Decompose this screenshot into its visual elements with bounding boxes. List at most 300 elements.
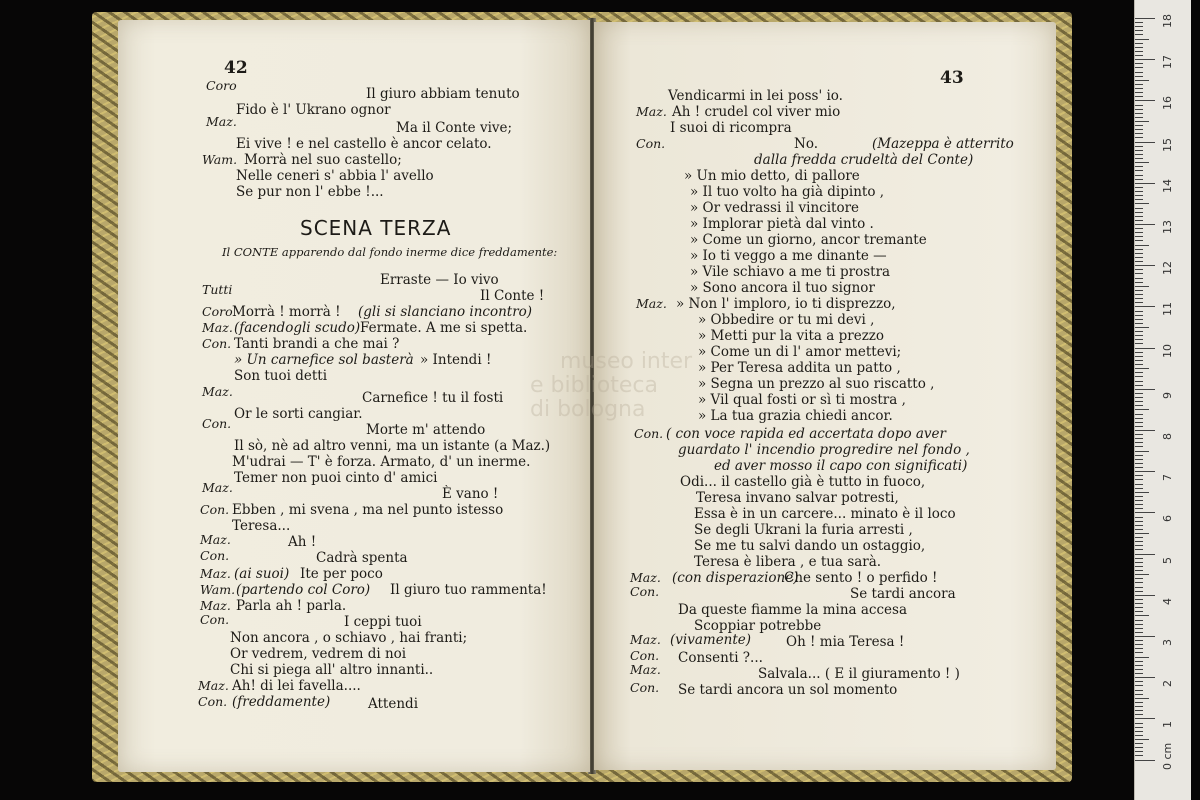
text-line: » Per Teresa addita un patto ,	[698, 360, 901, 376]
ruler-minor-tick	[1135, 665, 1143, 666]
ruler-minor-tick	[1135, 376, 1143, 377]
ruler-label: 14	[1161, 178, 1174, 193]
speaker-label: Maz.	[202, 384, 233, 399]
text-line: Erraste — Io vivo	[380, 272, 499, 288]
text-line: Se tardi ancora un sol momento	[678, 682, 898, 698]
ruler-minor-tick	[1135, 39, 1149, 40]
ruler-minor-tick	[1135, 129, 1143, 130]
ruler-minor-tick	[1135, 562, 1143, 563]
ruler-major-tick	[1135, 183, 1155, 184]
ruler-minor-tick	[1135, 479, 1143, 480]
ruler-minor-tick	[1135, 51, 1143, 52]
speaker-label: Coro	[202, 304, 233, 319]
speaker-label: Maz.	[636, 296, 667, 311]
ruler-major-tick	[1135, 430, 1155, 431]
ruler-label: 10	[1161, 343, 1174, 358]
ruler-minor-tick	[1135, 587, 1143, 588]
speaker-label: Con.	[200, 502, 230, 517]
text-line: Chi si piega all' altro innanti..	[230, 662, 434, 678]
text-line: Ei vive ! e nel castello è ancor celato.	[236, 136, 492, 152]
text-line: Salvala... ( E il giuramento ! )	[758, 666, 960, 682]
ruler-minor-tick	[1135, 751, 1143, 752]
ruler-label: 1	[1161, 721, 1174, 729]
ruler-minor-tick	[1135, 208, 1143, 209]
ruler-label: 17	[1161, 55, 1174, 70]
ruler-minor-tick	[1135, 558, 1143, 559]
ruler-major-tick	[1135, 306, 1155, 307]
ruler-minor-tick	[1135, 249, 1143, 250]
ruler-minor-tick	[1135, 352, 1143, 353]
text-line: » Non l' imploro, io ti disprezzo,	[676, 296, 896, 312]
ruler-label: 8	[1161, 433, 1174, 440]
ruler-minor-tick	[1135, 446, 1143, 447]
text-line: » Implorar pietà dal vinto .	[690, 216, 874, 232]
ruler-minor-tick	[1135, 690, 1143, 691]
ruler-minor-tick	[1135, 315, 1143, 316]
ruler-minor-tick	[1135, 591, 1143, 592]
text-line: » Il tuo volto ha già dipinto ,	[690, 184, 885, 200]
text-line: Teresa invano salvar potresti,	[696, 490, 899, 506]
speaker-label: Maz.	[630, 662, 661, 677]
text-line: Teresa è libera , e tua sarà.	[694, 554, 882, 570]
speaker-label: Con.	[198, 694, 228, 709]
text-line: I suoi di ricompra	[670, 120, 792, 136]
ruler-minor-tick	[1135, 615, 1149, 616]
watermark-line: museo inter	[560, 349, 693, 374]
ruler-minor-tick	[1135, 525, 1143, 526]
ruler-minor-tick	[1135, 578, 1143, 579]
ruler-minor-tick	[1135, 541, 1143, 542]
ruler-major-tick	[1135, 595, 1155, 596]
ruler-minor-tick	[1135, 236, 1143, 237]
ruler-minor-tick	[1135, 755, 1143, 756]
ruler-minor-tick	[1135, 30, 1143, 31]
ruler-label: 15	[1161, 137, 1174, 152]
ruler-minor-tick	[1135, 22, 1143, 23]
ruler-minor-tick	[1135, 467, 1143, 468]
ruler-minor-tick	[1135, 492, 1149, 493]
ruler-minor-tick	[1135, 723, 1143, 724]
ruler-minor-tick	[1135, 582, 1143, 583]
speaker-label: Con.	[200, 612, 230, 627]
text-line: Carnefice ! tu il fosti	[362, 390, 504, 406]
ruler-minor-tick	[1135, 212, 1143, 213]
text-line: No.	[794, 136, 818, 152]
text-line: Or vedrem, vedrem di noi	[230, 646, 407, 662]
speaker-label: Tutti	[202, 282, 233, 297]
ruler-minor-tick	[1135, 694, 1143, 695]
ruler-minor-tick	[1135, 537, 1143, 538]
ruler-minor-tick	[1135, 298, 1143, 299]
ruler-major-tick	[1135, 100, 1155, 101]
ruler-minor-tick	[1135, 187, 1143, 188]
ruler-minor-tick	[1135, 228, 1143, 229]
ruler-minor-tick	[1135, 603, 1143, 604]
ruler-minor-tick	[1135, 405, 1143, 406]
ruler-minor-tick	[1135, 438, 1143, 439]
ruler-minor-tick	[1135, 426, 1143, 427]
ruler-minor-tick	[1135, 747, 1143, 748]
ruler-minor-tick	[1135, 657, 1149, 658]
text-line: Teresa...	[232, 518, 291, 534]
ruler-minor-tick	[1135, 80, 1149, 81]
watermark	[510, 350, 692, 422]
ruler-major-tick	[1135, 512, 1155, 513]
text-line: Ah ! crudel col viver mio	[672, 104, 841, 120]
ruler-minor-tick	[1135, 84, 1143, 85]
ruler-label: 0 cm	[1161, 742, 1174, 770]
ruler-minor-tick	[1135, 442, 1143, 443]
ruler-label: 13	[1161, 220, 1174, 234]
text-line: Son tuoi detti	[234, 368, 328, 384]
ruler-minor-tick	[1135, 484, 1143, 485]
ruler-minor-tick	[1135, 294, 1143, 295]
page-number: 42	[224, 58, 248, 78]
ruler-minor-tick	[1135, 273, 1143, 274]
ruler-minor-tick	[1135, 113, 1143, 114]
stage-direction: ed aver mosso il capo con significati)	[714, 458, 968, 474]
ruler-minor-tick	[1135, 434, 1143, 435]
text-line: Odi... il castello già è tutto in fuoco,	[680, 474, 926, 490]
stage-direction: (Mazeppa è atterrito	[872, 136, 1014, 152]
ruler-minor-tick	[1135, 566, 1143, 567]
stage-direction: (vivamente)	[670, 632, 752, 648]
ruler-minor-tick	[1135, 570, 1143, 571]
text-line: » Come un giorno, ancor tremante	[690, 232, 927, 248]
ruler-minor-tick	[1135, 245, 1149, 246]
stage-direction: ( con voce rapida ed accertata dopo aver	[666, 426, 946, 442]
ruler-minor-tick	[1135, 96, 1143, 97]
text-line: Che sento ! o perfido !	[784, 570, 938, 586]
ruler-minor-tick	[1135, 418, 1143, 419]
text-line: Consenti ?...	[678, 650, 763, 666]
text-line: Se pur non l' ebbe !...	[236, 184, 384, 200]
ruler-label: 5	[1161, 556, 1174, 564]
ruler-minor-tick	[1135, 628, 1143, 629]
text-line: Fermate. A me si spetta.	[360, 320, 528, 336]
ruler-minor-tick	[1135, 632, 1143, 633]
ruler-minor-tick	[1135, 702, 1143, 703]
ruler-minor-tick	[1135, 463, 1143, 464]
text-line: Morrà nel suo castello;	[244, 152, 402, 168]
text-line: Scoppiar potrebbe	[694, 618, 822, 634]
ruler-minor-tick	[1135, 154, 1143, 155]
ruler-minor-tick	[1135, 455, 1143, 456]
text-line: È vano !	[442, 486, 499, 502]
text-line: Cadrà spenta	[316, 550, 408, 566]
text-line: » Vile schiavo a me ti prostra	[690, 264, 891, 280]
ruler-minor-tick	[1135, 72, 1143, 73]
ruler-minor-tick	[1135, 331, 1143, 332]
ruler-minor-tick	[1135, 422, 1143, 423]
ruler-minor-tick	[1135, 611, 1143, 612]
watermark-line: di bologna	[530, 397, 646, 422]
text-line: » Sono ancora il tuo signor	[690, 280, 875, 296]
ruler-minor-tick	[1135, 459, 1143, 460]
text-line: Ah! di lei favella....	[232, 678, 361, 694]
speaker-label: Con.	[202, 416, 232, 431]
text-line: Se degli Ukrani la furia arresti ,	[694, 522, 913, 538]
ruler-minor-tick	[1135, 150, 1143, 151]
speaker-label: Maz.	[200, 566, 231, 581]
text-line: » Intendi !	[420, 352, 492, 368]
ruler-minor-tick	[1135, 496, 1143, 497]
ruler-major-tick	[1135, 677, 1155, 678]
text-line: Attendi	[368, 696, 419, 712]
text-line: » Un carnefice sol basterà	[234, 352, 414, 368]
text-line: Temer non puoi cinto d' amici	[234, 470, 438, 486]
text-line: Ah !	[288, 534, 317, 550]
text-line: » La tua grazia chiedi ancor.	[698, 408, 893, 424]
measuring-ruler	[1134, 0, 1191, 800]
ruler-minor-tick	[1135, 43, 1143, 44]
ruler-minor-tick	[1135, 34, 1143, 35]
stage-direction: (con disperazione)	[672, 570, 799, 586]
speaker-label: Con.	[634, 426, 664, 441]
ruler-minor-tick	[1135, 133, 1143, 134]
ruler-major-tick	[1135, 718, 1155, 719]
ruler-minor-tick	[1135, 735, 1143, 736]
ruler-minor-tick	[1135, 640, 1143, 641]
scene-title: SCENA TERZA	[300, 216, 452, 240]
ruler-minor-tick	[1135, 105, 1143, 106]
speaker-label: Maz.	[636, 104, 667, 119]
text-line: Or le sorti cangiar.	[234, 406, 363, 422]
ruler-minor-tick	[1135, 607, 1143, 608]
text-line: Il sò, nè ad altro venni, ma un istante (a Maz.)	[234, 438, 551, 454]
ruler-minor-tick	[1135, 488, 1143, 489]
speaker-label: Maz.	[198, 678, 229, 693]
speaker-label: Con.	[202, 336, 232, 351]
ruler-major-tick	[1135, 142, 1155, 143]
ruler-minor-tick	[1135, 76, 1143, 77]
ruler-minor-tick	[1135, 261, 1143, 262]
stage-direction: guardato l' incendio progredire nel fondo ,	[678, 442, 970, 458]
ruler-minor-tick	[1135, 199, 1143, 200]
ruler-minor-tick	[1135, 661, 1143, 662]
text-line: » Un mio detto, di pallore	[684, 168, 860, 184]
ruler-minor-tick	[1135, 319, 1143, 320]
ruler-label: 7	[1161, 474, 1174, 482]
text-line: I ceppi tuoi	[344, 614, 422, 630]
ruler-minor-tick	[1135, 175, 1143, 176]
ruler-minor-tick	[1135, 63, 1143, 64]
ruler-minor-tick	[1135, 731, 1143, 732]
stage-direction: dalla fredda crudeltà del Conte)	[754, 152, 974, 168]
ruler-minor-tick	[1135, 401, 1143, 402]
ruler-minor-tick	[1135, 327, 1149, 328]
text-line: Se me tu salvi dando un ostaggio,	[694, 538, 926, 554]
ruler-major-tick	[1135, 760, 1155, 761]
ruler-minor-tick	[1135, 372, 1143, 373]
ruler-minor-tick	[1135, 240, 1143, 241]
stage-direction: (partendo col Coro)	[236, 582, 371, 598]
speaker-label: Maz.	[202, 320, 233, 335]
ruler-minor-tick	[1135, 339, 1143, 340]
text-line: » Vil qual fosti or sì ti mostra ,	[698, 392, 906, 408]
ruler-minor-tick	[1135, 475, 1143, 476]
ruler-minor-tick	[1135, 414, 1143, 415]
speaker-label: Maz.	[202, 480, 233, 495]
ruler-label: 3	[1161, 639, 1174, 646]
stage-direction: (gli si slanciano incontro)	[358, 304, 533, 320]
ruler-minor-tick	[1135, 88, 1143, 89]
ruler-minor-tick	[1135, 620, 1143, 621]
ruler-major-tick	[1135, 471, 1155, 472]
text-line: » Metti pur la vita a prezzo	[698, 328, 885, 344]
ruler-label: 18	[1161, 14, 1174, 28]
ruler-minor-tick	[1135, 121, 1149, 122]
ruler-minor-tick	[1135, 710, 1143, 711]
ruler-minor-tick	[1135, 302, 1143, 303]
text-line: Morte m' attendo	[366, 422, 486, 438]
text-line: Da queste fiamme la mina accesa	[678, 602, 908, 618]
ruler-major-tick	[1135, 18, 1155, 19]
ruler-minor-tick	[1135, 549, 1143, 550]
ruler-minor-tick	[1135, 545, 1143, 546]
text-line: Tanti brandi a che mai ?	[234, 336, 400, 352]
ruler-minor-tick	[1135, 368, 1149, 369]
ruler-minor-tick	[1135, 216, 1143, 217]
text-line: Il Conte !	[480, 288, 545, 304]
ruler-label: 6	[1161, 515, 1174, 523]
ruler-minor-tick	[1135, 356, 1143, 357]
watermark-line: e biblioteca	[530, 373, 658, 398]
speaker-label: Con.	[630, 584, 660, 599]
ruler-minor-tick	[1135, 644, 1143, 645]
ruler-minor-tick	[1135, 385, 1143, 386]
stage-direction: Il CONTE apparendo dal fondo inerme dice freddamente:	[222, 245, 558, 259]
ruler-major-tick	[1135, 389, 1155, 390]
ruler-minor-tick	[1135, 698, 1149, 699]
text-line: Nelle ceneri s' abbia l' avello	[236, 168, 434, 184]
ruler-minor-tick	[1135, 517, 1143, 518]
ruler-minor-tick	[1135, 727, 1143, 728]
ruler-minor-tick	[1135, 55, 1143, 56]
text-line: » Segna un prezzo al suo riscatto ,	[698, 376, 935, 392]
ruler-minor-tick	[1135, 67, 1143, 68]
ruler-minor-tick	[1135, 323, 1143, 324]
text-line: Ma il Conte vive;	[396, 120, 513, 136]
ruler-minor-tick	[1135, 26, 1143, 27]
ruler-minor-tick	[1135, 269, 1143, 270]
ruler-minor-tick	[1135, 669, 1143, 670]
text-line: Non ancora , o schiavo , hai franti;	[230, 630, 468, 646]
speaker-label: Maz.	[206, 114, 237, 129]
ruler-minor-tick	[1135, 253, 1143, 254]
stage-direction: (facendogli scudo)	[234, 320, 361, 336]
ruler-minor-tick	[1135, 282, 1143, 283]
ruler-minor-tick	[1135, 360, 1143, 361]
page-number: 43	[940, 68, 964, 88]
ruler-minor-tick	[1135, 343, 1143, 344]
ruler-minor-tick	[1135, 673, 1143, 674]
ruler-minor-tick	[1135, 232, 1143, 233]
speaker-label: Maz.	[200, 532, 231, 547]
text-line: M'udrai — T' è forza. Armato, d' un inerme.	[232, 454, 531, 470]
stage-direction: (ai suoi)	[234, 566, 290, 582]
ruler-minor-tick	[1135, 706, 1143, 707]
ruler-minor-tick	[1135, 685, 1143, 686]
ruler-minor-tick	[1135, 125, 1143, 126]
ruler-minor-tick	[1135, 203, 1149, 204]
ruler-minor-tick	[1135, 257, 1143, 258]
speaker-label: Con.	[630, 680, 660, 695]
ruler-minor-tick	[1135, 92, 1143, 93]
ruler-minor-tick	[1135, 500, 1143, 501]
speaker-label: Coro	[206, 78, 237, 93]
ruler-minor-tick	[1135, 681, 1143, 682]
text-line: Oh ! mia Teresa !	[786, 634, 905, 650]
text-line: Morrà ! morrà !	[232, 304, 341, 320]
text-line: Vendicarmi in lei poss' io.	[668, 88, 843, 104]
ruler-minor-tick	[1135, 504, 1143, 505]
ruler-major-tick	[1135, 554, 1155, 555]
speaker-label: Con.	[200, 548, 230, 563]
ruler-label: 12	[1161, 261, 1174, 276]
ruler-minor-tick	[1135, 195, 1143, 196]
ruler-major-tick	[1135, 224, 1155, 225]
text-line: Il giuro abbiam tenuto	[366, 86, 520, 102]
text-line: Se tardi ancora	[850, 586, 956, 602]
ruler-minor-tick	[1135, 47, 1143, 48]
ruler-minor-tick	[1135, 652, 1143, 653]
speaker-label: Con.	[630, 648, 660, 663]
ruler-minor-tick	[1135, 278, 1143, 279]
ruler-minor-tick	[1135, 648, 1143, 649]
text-line: Il giuro tuo rammenta!	[390, 582, 547, 598]
ruler-minor-tick	[1135, 533, 1149, 534]
ruler-minor-tick	[1135, 286, 1149, 287]
speaker-label: Wam.	[200, 582, 236, 597]
ruler-major-tick	[1135, 636, 1155, 637]
ruler-minor-tick	[1135, 146, 1143, 147]
speaker-label: Wam.	[202, 152, 238, 167]
ruler-major-tick	[1135, 265, 1155, 266]
ruler-major-tick	[1135, 59, 1155, 60]
ruler-minor-tick	[1135, 109, 1143, 110]
ruler-minor-tick	[1135, 162, 1149, 163]
ruler-minor-tick	[1135, 529, 1143, 530]
ruler-label: 11	[1161, 302, 1174, 317]
ruler-minor-tick	[1135, 158, 1143, 159]
ruler-minor-tick	[1135, 166, 1143, 167]
ruler-minor-tick	[1135, 624, 1143, 625]
text-line: Ite per poco	[300, 566, 383, 582]
text-line: » Come un di l' amor mettevi;	[698, 344, 902, 360]
ruler-minor-tick	[1135, 574, 1149, 575]
ruler-minor-tick	[1135, 335, 1143, 336]
ruler-minor-tick	[1135, 743, 1143, 744]
ruler-minor-tick	[1135, 117, 1143, 118]
text-line: » Or vedrassi il vincitore	[690, 200, 860, 216]
ruler-minor-tick	[1135, 170, 1143, 171]
ruler-minor-tick	[1135, 451, 1149, 452]
text-line: Parla ah ! parla.	[236, 598, 347, 614]
ruler-minor-tick	[1135, 397, 1143, 398]
speaker-label: Maz.	[200, 598, 231, 613]
ruler-minor-tick	[1135, 364, 1143, 365]
ruler-minor-tick	[1135, 393, 1143, 394]
ruler-minor-tick	[1135, 409, 1149, 410]
ruler-minor-tick	[1135, 714, 1143, 715]
ruler-minor-tick	[1135, 739, 1149, 740]
ruler-minor-tick	[1135, 508, 1143, 509]
text-line: » Obbedire or tu mi devi ,	[698, 312, 875, 328]
speaker-label: Maz.	[630, 632, 661, 647]
ruler-minor-tick	[1135, 521, 1143, 522]
ruler-minor-tick	[1135, 311, 1143, 312]
